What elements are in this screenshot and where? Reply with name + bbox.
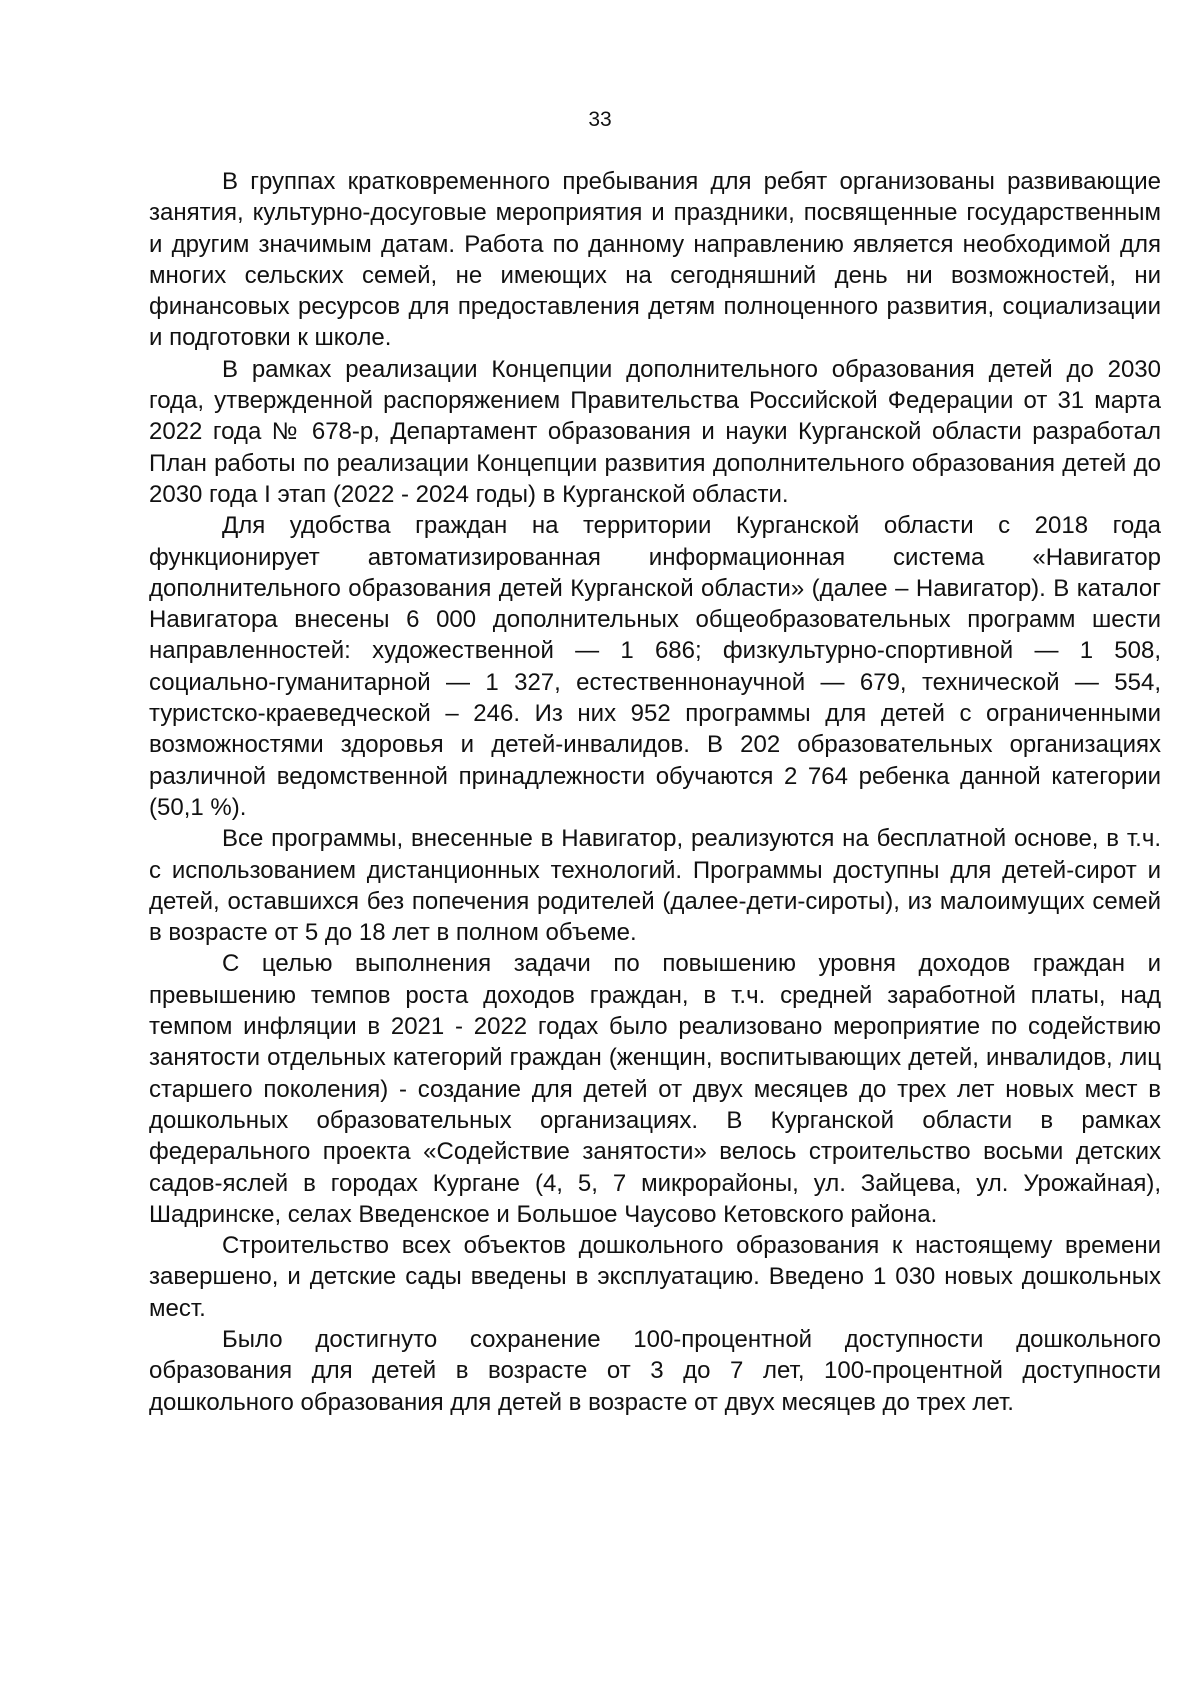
page-number: 33: [588, 108, 612, 131]
paragraph: Было достигнуто сохранение 100-процентной доступности дошкольного образования для детей в возрасте от 3 до 7 лет, 100-процентной доступности дошкольного образования для детей в возрасте от двух месяцев до трех лет.: [149, 1325, 1161, 1416]
paragraph: В группах кратковременного пребывания для ребят организованы развивающие занятия, культурно-досуговые мероприятия и праздники, посвященные государственным и другим значимым датам. Работа по данному направлению является необходимой для многих сельских семей, не имеющих на сегодняшний день ни возможностей, ни финансовых ресурсов для предоставления детям полноценного развития, социализации и подготовки к школе.: [149, 168, 1161, 352]
paragraph: В рамках реализации Концепции дополнительного образования детей до 2030 года, утвержденной распоряжением Правительства Российской Федерации от 31 марта 2022 года № 678-р, Департамент образования и науки Курганской области разработал План работы по реализации Концепции развития дополнительного образования детей до 2030 года I этап (2022 - 2024 годы) в Курганской области.: [149, 355, 1161, 508]
paragraph: Строительство всех объектов дошкольного образования к настоящему времени завершено, и детские сады введены в эксплуатацию. Введено 1 030 новых дошкольных мест.: [149, 1232, 1161, 1322]
paragraph: Для удобства граждан на территории Курганской области с 2018 года функционирует автоматизированная информационная система «Навигатор дополнительного образования детей Курганской области» (далее – Навигатор). В каталог Навигатора внесены 6 000 дополнительных общеобразовательных программ шести направленностей: художественной — 1 686; физкультурно-спортивной — 1 508, социально-гуманитарной — 1 327, естественнонаучной — 679, технической — 554, туристско-краеведческой – 246. Из них 952 программы для детей с ограниченными возможностями здоровья и детей-инвалидов. В 202 образовательных организациях различной ведомственной принадлежности обучаются 2 764 ребенка данной категории (50,1 %).: [149, 512, 1161, 821]
paragraph: Все программы, внесенные в Навигатор, реализуются на бесплатной основе, в т.ч. с использованием дистанционных технологий. Программы доступны для детей-сирот и детей, оставшихся без попечения родителей (далее-дети-сироты), из малоимущих семей в возрасте от 5 до 18 лет в полном объеме.: [149, 825, 1161, 947]
document-body: [149, 166, 1161, 1418]
paragraph: С целью выполнения задачи по повышению уровня доходов граждан и превышению темпов роста доходов граждан, в т.ч. средней заработной платы, над темпом инфляции в 2021 - 2022 годах было реализовано мероприятие по содействию занятости отдельных категорий граждан (женщин, воспитывающих детей, инвалидов, лиц старшего поколения) - создание для детей от двух месяцев до трех лет новых мест в дошкольных образовательных организациях. В Курганской области в рамках федерального проекта «Содействие занятости» велось строительство восьми детских садов-яслей в городах Кургане (4, 5, 7 микрорайоны, ул. Зайцева, ул. Урожайная), Шадринске, селах Введенское и Большое Чаусово Кетовского района.: [149, 950, 1161, 1228]
